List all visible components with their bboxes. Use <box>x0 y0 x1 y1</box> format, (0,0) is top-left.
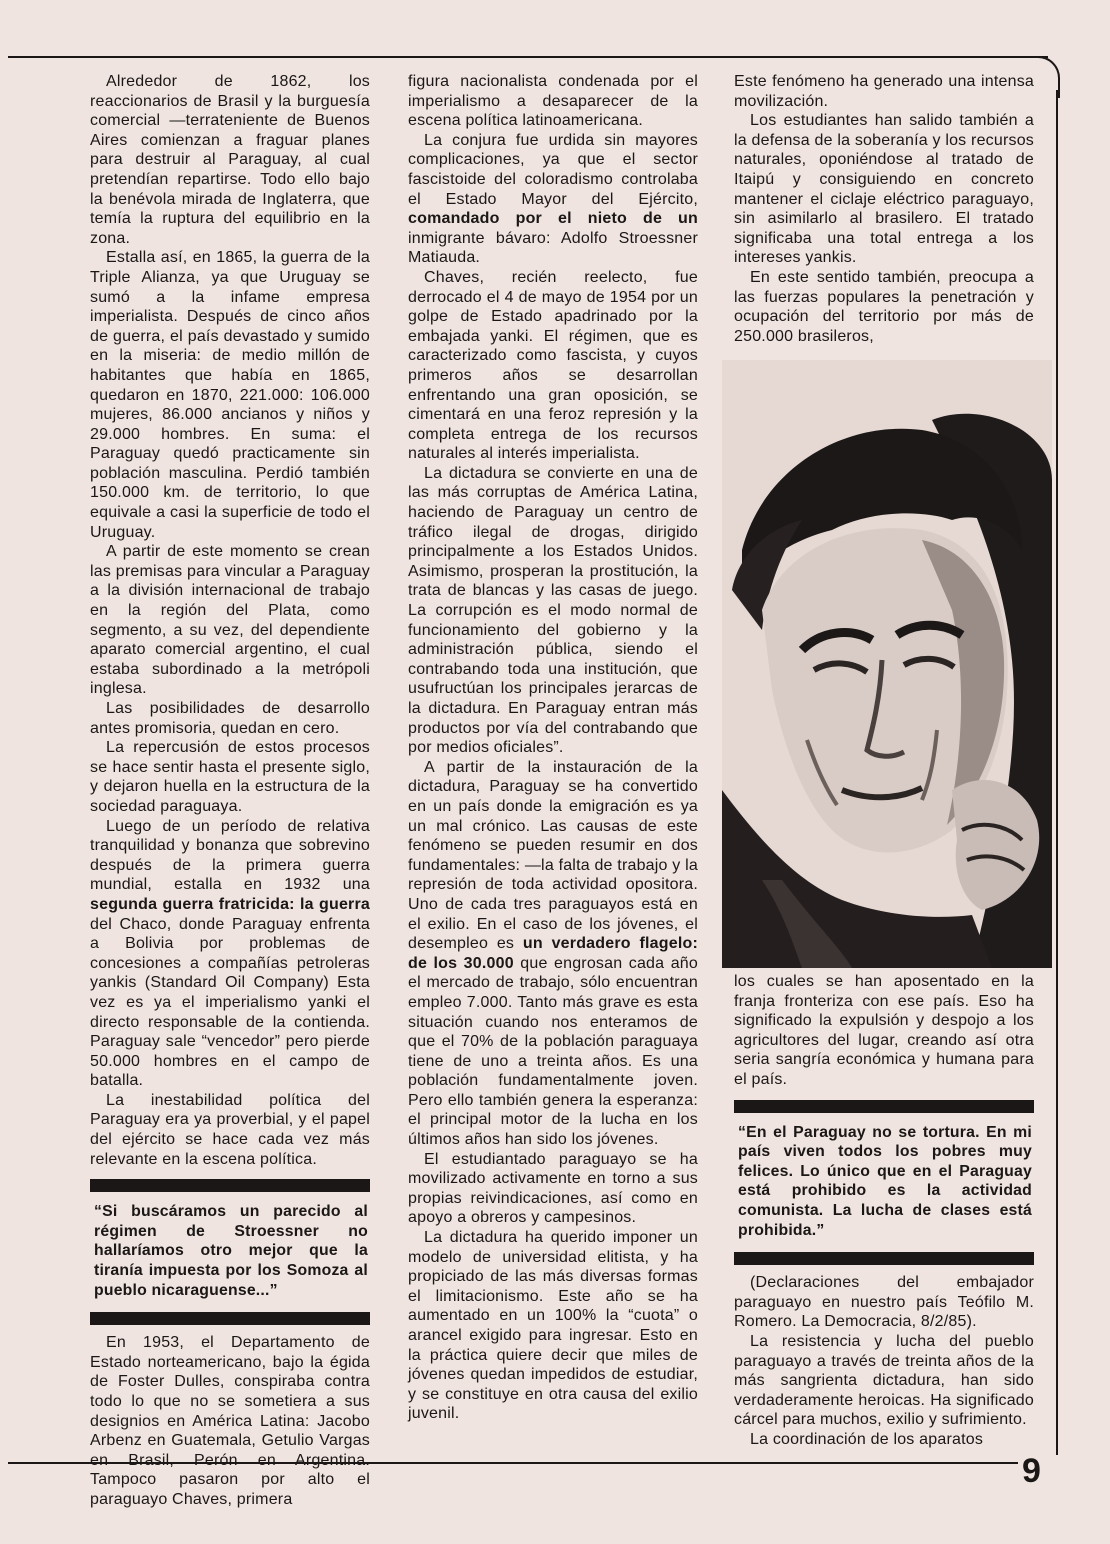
bold-run: segunda guerra fratricida: la guerra <box>90 895 370 913</box>
paragraph: En 1953, el Departamento de Estado norteamericano, bajo la égida de Foster Dulles, conspiraba contra todo lo que no se sometiera a sus designios en América Latina: Jacobo Arbenz en Guatemala, Getulio Vargas en Brasil, Perón en Argentina. Tampoco pasaron por alto el paraguayo Chaves, primera <box>90 1334 370 1508</box>
pull-quote: “En el Paraguay no se tortura. En mi país viven todos los pobres muy felices. Lo único que en el Paraguay está prohibido es la actividad comunista. La lucha de clases está prohibida.” <box>738 1123 1032 1239</box>
paragraph: El estudiantado paraguayo se ha movilizado activamente en torno a sus propias reivindicaciones, así como en apoyo a obreros y campesinos. <box>408 1150 698 1227</box>
bold-run: un verdadero flagelo: de los 30.000 <box>408 935 698 972</box>
quote-bar-top <box>90 1179 370 1192</box>
text-run: del Chaco, donde Paraguay enfrenta a Bolivia por problemas de concesiones a compañías petroleras yankis (Standard Oil Company) Esta vez es ya el imperialismo yanki el directo responsable de la contienda. Paraguay sale “vencedor” pero pierde 50.000 hombres en el campo de batalla. <box>90 915 370 1090</box>
paragraph: Las posibilidades de desarrollo antes promisoria, quedan en cero. <box>90 700 370 737</box>
column-3-top <box>734 72 1034 346</box>
paragraph: figura nacionalista condenada por el imperialismo a desaparecer de la escena política latinoamericana. <box>408 73 698 130</box>
paragraph: A partir de este momento se crean las premisas para vincular a Paraguay a la división internacional de trabajo en la región del Plata, como segmento, a su vez, del dependiente aparato comercial argentino, el cual estaba subordinado a la metrópoli inglesa. <box>90 543 370 698</box>
paragraph: los cuales se han aposentado en la franja fronteriza con ese país. Eso ha significado la expulsión y despojo a los agricultores del lugar, creando así otra seria sangría económica y humana para el país. <box>734 973 1034 1088</box>
column-2 <box>408 72 698 1424</box>
paragraph: La repercusión de estos procesos se hace sentir hasta el presente siglo, y dejaron huella en la estructura de la sociedad paraguaya. <box>90 739 370 815</box>
quote-bar-top <box>734 1100 1034 1113</box>
paragraph: Los estudiantes han salido también a la defensa de la soberanía y los recursos naturales, oponiéndose al tratado de Itaipú y consiguiendo en concreto mantener el ciclaje eléctrico paraguayo, sin asimilarlo al brasilero. El tratado significaba una total entrega a los intereses yankis. <box>734 112 1034 267</box>
paragraph: La coordinación de los aparatos <box>750 1430 984 1448</box>
text-run: inmigrante bávaro: Adolfo Stroessner Matiauda. <box>408 229 698 267</box>
text-run: que engrosan cada año el mercado de trabajo, sólo encuentran empleo 7.000. Tanto más grave es esta situación cuando nos enteramos de que el 70% de la población paraguaya tiene de uno a treinta años. Es una población fundamentalmente joven. Pero ello también genera la esperanza: el principal motor de la lucha en los últimos años han sido los jóvenes. <box>408 954 698 1149</box>
quote-bar-bottom <box>734 1252 1034 1265</box>
paragraph: Este fenómeno ha generado una intensa movilización. <box>734 73 1034 110</box>
paragraph: La dictadura ha querido imponer un modelo de universidad elitista, y ha propiciado de las más diversas formas el limitacionismo. Este año se ha aumentado en un 100% la “cuota” o arancel exigido para ingresar. Esto en la práctica quiere decir que miles de jóvenes quedan impedidos de estudiar, y se constituye en otra causa del exilio juvenil. <box>408 1229 698 1423</box>
paragraph <box>408 758 698 1150</box>
column-3-bottom <box>734 972 1034 1449</box>
paragraph: La resistencia y lucha del pueblo paraguayo a través de treinta años de la más sangrienta dictadura, han sido verdaderamente heroicas. Ha significado cárcel para muchos, exilio y sufrimiento. <box>734 1332 1034 1429</box>
quote-bar-bottom <box>90 1312 370 1325</box>
text-run: A partir de la instauración de la dictadura, Paraguay se ha convertido en un país donde la emigración es ya un mal crónico. Las causas de este fenómeno se pueden resumir en dos fundamentales: —la falta de trabajo y la represión de toda actividad opositora. Uno de cada tres paraguayos está en el exilio. En el caso de los jóvenes, el desempleo es <box>408 758 698 953</box>
top-rule <box>8 56 1048 58</box>
paragraph: Chaves, recién reelecto, fue derrocado el 4 de mayo de 1954 por un golpe de Estado apadrinado por la embajada yanki. El régimen, que es caracterizado como fascista, y cuyos primeros años se desarrollan enfrentando una gran oposición, se cimentará en una feroz represión y la completa entrega de los recursos naturales al interés imperialista. <box>408 268 698 463</box>
paragraph: En este sentido también, preocupa a las fuerzas populares la penetración y ocupación del territorio por más de 250.000 brasileros, <box>734 268 1034 345</box>
page-number: 9 <box>1022 1452 1041 1490</box>
text-run: Luego de un período de relativa tranquilidad y bonanza que sobrevino después de la primera guerra mundial, estalla en 1932 una <box>90 817 370 894</box>
column-1 <box>90 72 370 1510</box>
paragraph: Alrededor de 1862, los reaccionarios de Brasil y la burguesía comercial —terrateniente de Buenos Aires comienzan a fraguar planes para destruir al Paraguay, al cual pretendían repartirse. Todo ello bajo la benévola mirada de Inglaterra, que temía la ruptura del equilibrio en la zona. <box>90 73 370 247</box>
paragraph: (Declaraciones del embajador paraguayo en nuestro país Teófilo M. Romero. La Democracia, 8/2/85). <box>734 1274 1034 1331</box>
portrait-photo <box>722 360 1052 968</box>
paragraph: Estalla así, en 1865, la guerra de la Triple Alianza, ya que Uruguay se sumó a la infame empresa imperialista. Después de cinco años de guerra, el país devastado y sumido en la miseria: de medio millón de habitantes que había en 1865, quedaron en 1870, 221.000: 106.000 mujeres, 86.000 ancianos y niños y 29.000 hombres. En suma: el Paraguay quedó practicamente sin población masculina. Perdió también 150.000 km. de territorio, lo que equivale a casi la superficie de todo el Uruguay. <box>90 249 370 541</box>
text-run: La conjura fue urdida sin mayores complicaciones, ya que el sector fascistoide del coloradismo controlaba el Estado Mayor del Ejército, <box>408 131 698 208</box>
pull-quote: “Si buscáramos un parecido al régimen de Stroessner no hallaríamos otro mejor que la tiranía impuesta por los Somoza al pueblo nicaraguense...” <box>94 1203 368 1299</box>
right-rule <box>1056 90 1058 1455</box>
bold-run: comandado por el nieto de un <box>408 210 698 228</box>
paragraph <box>408 131 698 268</box>
portrait-illustration <box>722 360 1052 968</box>
paragraph: La dictadura se convierte en una de las más corruptas de América Latina, haciendo de Paraguay un centro de tráfico ilegal de drogas, dirigido principalmente a los Estados Unidos. Asimismo, prosperan la prostitución, la trata de blancas y las casas de juego. La corrupción es el modo normal de funcionamiento del gobierno y la administración pública, siendo el contrabando toda una institución, que usufructúan los principales jerarcas de la dictadura. En Paraguay entran más productos por vía del contrabando que por medios oficiales”. <box>408 464 698 757</box>
paragraph <box>90 817 370 1091</box>
paragraph: La inestabilidad política del Paraguay era ya proverbial, y el papel del ejército se hace cada vez más relevante en la escena política. <box>90 1091 370 1168</box>
